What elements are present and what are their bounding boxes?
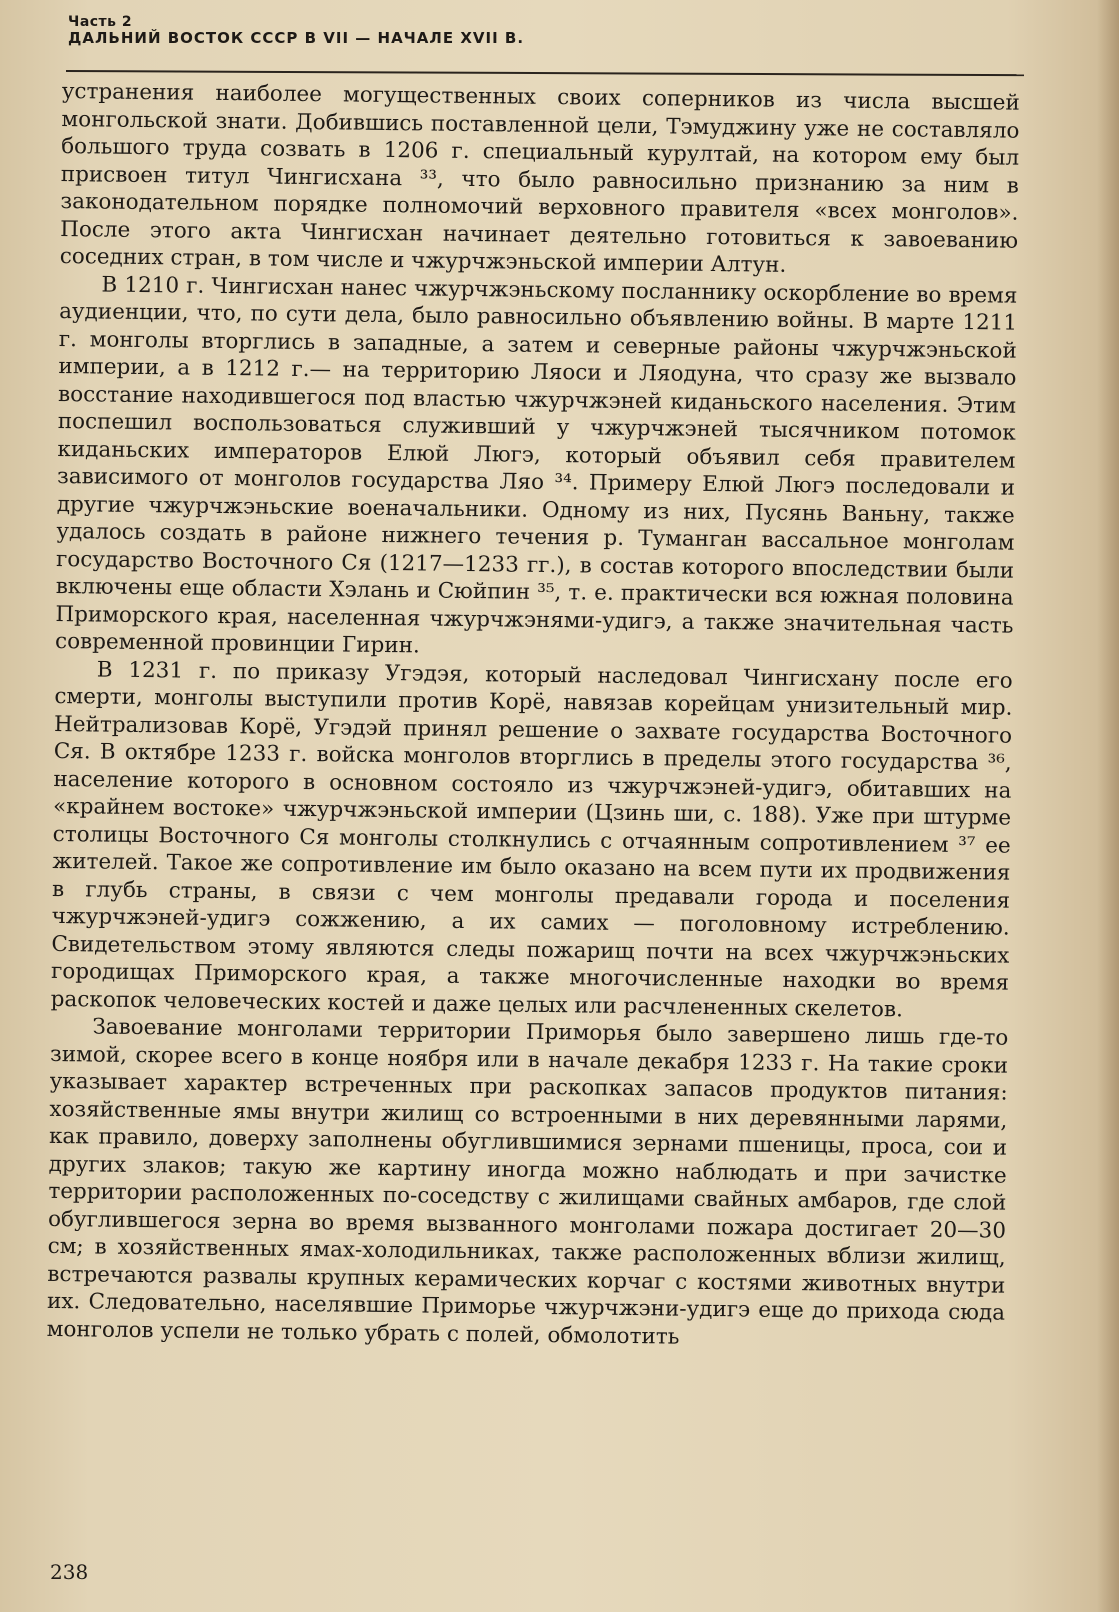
page-number: 238 (50, 1560, 89, 1584)
body-text (47, 78, 1020, 1355)
paragraph: В 1210 г. Чингисхан нанес чжурчжэньскому посланнику оскорбление во время аудиенции, что, по сути дела, было равносильно объявлению войны. В марте 1211 г. монголы вторглись в западные, а затем и северные районы чжурчжэньской империи, а в 1212 г.— на территорию Ляоси и Ляодуна, что сразу же вызвало восстание находившегося под властью чжурчжэней киданьского населения. Этим поспешил воспользоваться служивший у чжурчжэней тысячником потомок киданьских императоров Елюй Люгэ, который объявил себя правителем зависимого от монголов государства Ляо ³⁴. Примеру Елюй Люгэ последовали и другие чжурчжэньские военачальники. Одному из них, Пусянь Ваньну, также удалось создать в районе нижнего течения р. Туманган вассальное монголам государство Восточного Ся (1217—1233 гг.), в состав которого впоследствии были включены еще области Хэлань и Сюйпин ³⁵, т. е. практически вся южная половина Приморского края, населенная чжурчжэнями-удигэ, а также значительная часть современной провинции Гирин. (54, 271, 1018, 659)
running-header (68, 14, 1028, 47)
paragraph: В 1231 г. по приказу Угэдэя, который наследовал Чингисхану после его смерти, монголы выступили против Корё, навязав корейцам унизительный мир. Нейтрализовав Корё, Угэдэй принял решение о захвате государства Восточного Ся. В октябре 1233 г. войска монголов вторглись в пределы этого государства ³⁶, население которого в основном состояло из чжурчжэней-удигэ, обитавших на «крайнем востоке» чжурчжэньской империи (Цзинь ши, с. 188). Уже при штурме столицы Восточного Ся монголы столкнулись с отчаянным сопротивлением ³⁷ ее жителей. Такое же сопротивление им было оказано на всем пути их продвижения в глубь страны, в связи с чем монголы предавали города и поселения чжурчжэней-удигэ сожжению, а их самих — поголовному истреблению. Свидетельством этому являются следы пожарищ почти на всех чжурчжэньских городищах Приморского края, а также многочисленные находки во время раскопок человеческих костей и даже целых или расчлененных скелетов. (50, 656, 1013, 1022)
paragraph: устранения наиболее могущественных своих соперников из числа высшей монгольской знати. Добившись поставленной цели, Тэмуджину уже не составляло большого труда созвать в 1206 г. специальный курултай, на котором ему был присвоен титул Чингисхана ³³, что было равносильно признанию за ним в законодательном порядке полномочий верховного правителя «всех монголов». После этого акта Чингисхан начинает деятельно готовиться к завоеванию соседних стран, в том числе и чжурчжэньской империи Алтун. (59, 78, 1020, 278)
chapter-title: ДАЛЬНИЙ ВОСТОК СССР В VII — НАЧАЛЕ XVII В. (68, 29, 525, 48)
paragraph: Завоевание монголами территории Приморья было завершено лишь где-то зимой, скорее всего в конце ноября или в начале декабря 1233 г. На такие сроки указывает характер встреченных при раскопках запасов продуктов питания: хозяйственные ямы внутри жилищ со встроенными в них деревянными ларями, как правило, доверху заполнены обуглившимися зернами пшеницы, проса, сои и других злаков; такую же картину иногда можно наблюдать и при зачистке территории расположенных по-соседству с жилищами свайных амбаров, где слой обуглившегося зерна во время вызванного монголами пожара достигает 20—30 см; в хозяйственных ямах-холодильниках, также расположенных вблизи жилищ, встречаются развалы крупных керамических корчаг с костями животных внутри их. Следовательно, населявшие Приморье чжурчжэни-удигэ еще до прихода сюда монголов успели не только убрать с полей, обмолотить (46, 1014, 1009, 1350)
header-rule (66, 70, 1024, 76)
part-label: Часть 2 (68, 14, 133, 30)
